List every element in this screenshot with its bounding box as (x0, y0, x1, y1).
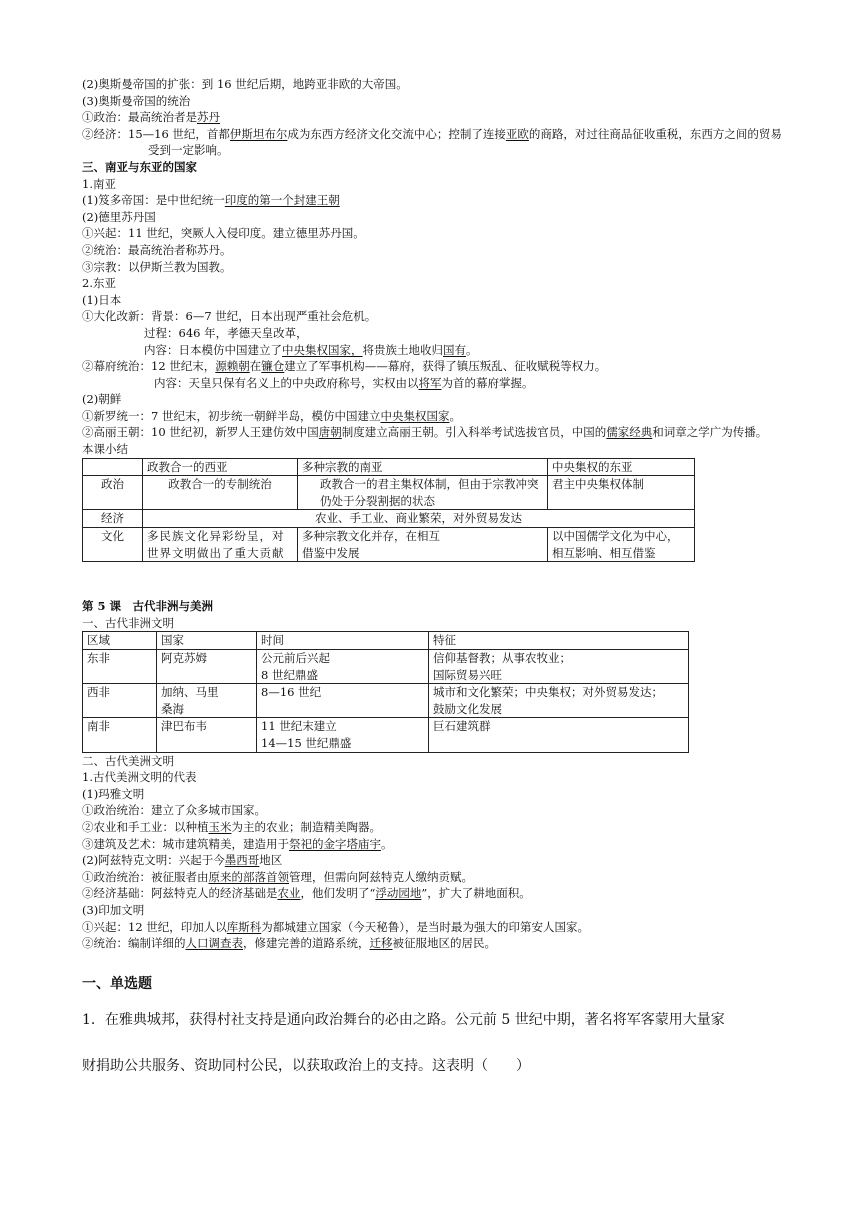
question-1-line-1: 1．在雅典城邦，获得村社支持是通向政治舞台的必由之路。公元前 5 世纪中期，著名将军客蒙用大量家 (82, 1011, 725, 1028)
ottoman-expansion: (2)奥斯曼帝国的扩张：到 16 世纪后期，地跨亚非欧的大帝国。 (82, 77, 408, 91)
table-cell: 经济 (83, 510, 143, 528)
taika-content: 内容：日本模仿中国建立了中央集权国家，将贵族土地收归国有。 (144, 342, 478, 357)
table-header: 多种宗教的南亚 (298, 458, 548, 476)
table-header: 区域 (83, 632, 157, 650)
table-cell: 君主中央集权体制 (548, 476, 695, 510)
inca-heading: (3)印加文明 (82, 902, 145, 917)
table-cell: 政治 (83, 476, 143, 510)
single-choice-heading: 一、单选题 (82, 975, 152, 992)
table-cell: 阿克苏姆 (157, 650, 257, 684)
east-asia-heading: 2.东亚 (82, 276, 116, 291)
maya-heading: (1)玛雅文明 (82, 786, 145, 801)
table-cell: 信仰基督教；从事农牧业； 国际贸易兴旺 (429, 650, 689, 684)
ottoman-politics: ①政治：最高统治者是苏丹 (82, 110, 220, 125)
table-header: 中央集权的东亚 (548, 458, 695, 476)
table-row (83, 650, 689, 684)
delhi-rise: ①兴起：11 世纪，突厥人入侵印度。建立德里苏丹国。 (82, 226, 365, 241)
japan-heading: (1)日本 (82, 292, 122, 307)
table-cell: 文化 (83, 528, 143, 562)
africa-heading: 一、古代非洲文明 (82, 615, 174, 630)
shogunate-content: 内容：天皇只保有名义上的中央政府称号，实权由以将军为首的幕府掌握。 (154, 375, 534, 390)
table-header: 政教合一的西亚 (143, 458, 298, 476)
table-cell: 城市和文化繁荣；中央集权；对外贸易发达； 鼓励文化发展 (429, 684, 689, 718)
inca-rise: ①兴起：12 世纪，印加人以库斯科为都城建立国家（今天秘鲁），是当时最为强大的印第安人国家。 (82, 919, 590, 934)
table-cell (83, 458, 143, 476)
inca-rule: ②统治：编制详细的人口调查表，修建完善的道路系统，迁移被征服地区的居民。 (82, 936, 496, 951)
aztec-politics: ①政治统治：被征服者由原来的部落首领管理，但需向阿兹特克人缴纳贡赋。 (82, 869, 473, 884)
maya-politics: ①政治统治：建立了众多城市国家。 (82, 803, 266, 818)
table-cell: 农业、手工业、商业繁荣，对外贸易发达 (143, 510, 695, 528)
question-1-line-2: 财捐助公共服务、资助同村公民，以获取政治上的支持。这表明（ ） (82, 1057, 530, 1074)
table-row (83, 510, 695, 528)
table-cell: 南非 (83, 718, 157, 752)
table-cell: 多种宗教文化并存，在相互借鉴中发展 (298, 528, 548, 562)
korea-heading: (2)朝鲜 (82, 392, 122, 407)
africa-table (82, 631, 689, 752)
delhi-religion: ③宗教：以伊斯兰教为国教。 (82, 259, 232, 274)
table-cell: 加纳、马里桑海 (157, 684, 257, 718)
south-asia-heading: 1.南亚 (82, 176, 116, 191)
table-header: 时间 (257, 632, 429, 650)
lesson-5-title: 第 5 课 古代非洲与美洲 (82, 599, 214, 614)
table-row (83, 632, 689, 650)
america-heading: 二、古代美洲文明 (82, 753, 174, 768)
table-cell: 巨石建筑群 (429, 718, 689, 752)
ottoman-economy: ②经济：15—16 世纪，首都伊斯坦布尔成为东西方经济文化交流中心；控制了连接亚欧的商路，对过往商品征收重税，东西方之间的贸易受到一定影响。 (82, 126, 782, 158)
table-cell: 多民族文化异彩纷呈，对世界文明做出了重大贡献 (143, 528, 298, 562)
table-row (83, 458, 695, 476)
silla-unification: ①新罗统一：7 世纪末，初步统一朝鲜半岛，模仿中国建立中央集权国家。 (82, 408, 461, 423)
maya-architecture: ③建筑及艺术：城市建筑精美，建造用于祭祀的金字塔庙宇。 (82, 836, 393, 851)
table-cell: 津巴布韦 (157, 718, 257, 752)
document-page (82, 76, 782, 1092)
table-row (83, 528, 695, 562)
table-header: 特征 (429, 632, 689, 650)
summary-table (82, 458, 695, 563)
table-cell: 政教合一的专制统治 (143, 476, 298, 510)
table-cell: 政教合一的君主集权体制，但由于宗教冲突仍处于分裂割据的状态 (298, 476, 548, 510)
table-cell: 西非 (83, 684, 157, 718)
ottoman-rule-heading: (3)奥斯曼帝国的统治 (82, 93, 191, 108)
table-cell: 公元前后兴起 8 世纪鼎盛 (257, 650, 429, 684)
table-cell: 8—16 世纪 (257, 684, 429, 718)
america-representatives: 1.古代美洲文明的代表 (82, 770, 197, 785)
taika-background: ①大化改新：背景：6—7 世纪，日本出现严重社会危机。 (82, 309, 377, 324)
table-cell: 以中国儒学文化为中心，相互影响、相互借鉴 (548, 528, 695, 562)
delhi-rule: ②统治：最高统治者称苏丹。 (82, 242, 232, 257)
table-cell: 11 世纪末建立 14—15 世纪鼎盛 (257, 718, 429, 752)
taika-process: 过程：646 年，孝德天皇改革， (144, 325, 308, 340)
table-cell: 东非 (83, 650, 157, 684)
delhi-sultanate-heading: (2)德里苏丹国 (82, 209, 156, 224)
table-row (83, 684, 689, 718)
section-heading-south-east-asia: 三、南亚与东亚的国家 (82, 159, 197, 174)
aztec-economy: ②经济基础：阿兹特克人的经济基础是农业，他们发明了“浮动园地”，扩大了耕地面积。 (82, 886, 531, 901)
gupta-empire: (1)笈多帝国：是中世纪统一印度的第一个封建王朝 (82, 193, 340, 208)
table-row (83, 476, 695, 510)
table-row (83, 718, 689, 752)
aztec-heading: (2)阿兹特克文明：兴起于今墨西哥地区 (82, 853, 283, 868)
goryeo-dynasty: ②高丽王朝：10 世纪初，新罗人王建仿效中国唐朝制度建立高丽王朝。引入科举考试选拔官员，中国的儒家经典和词章之学广为传播。 (82, 425, 768, 440)
maya-agriculture: ②农业和手工业：以种植玉米为主的农业；制造精美陶器。 (82, 819, 381, 834)
summary-label: 本课小结 (82, 442, 128, 457)
table-header: 国家 (157, 632, 257, 650)
shogunate-rule: ②幕府统治：12 世纪末，源赖朝在镰仓建立了军事机构——幕府，获得了镇压叛乱、征收赋税等权力。 (82, 359, 607, 374)
